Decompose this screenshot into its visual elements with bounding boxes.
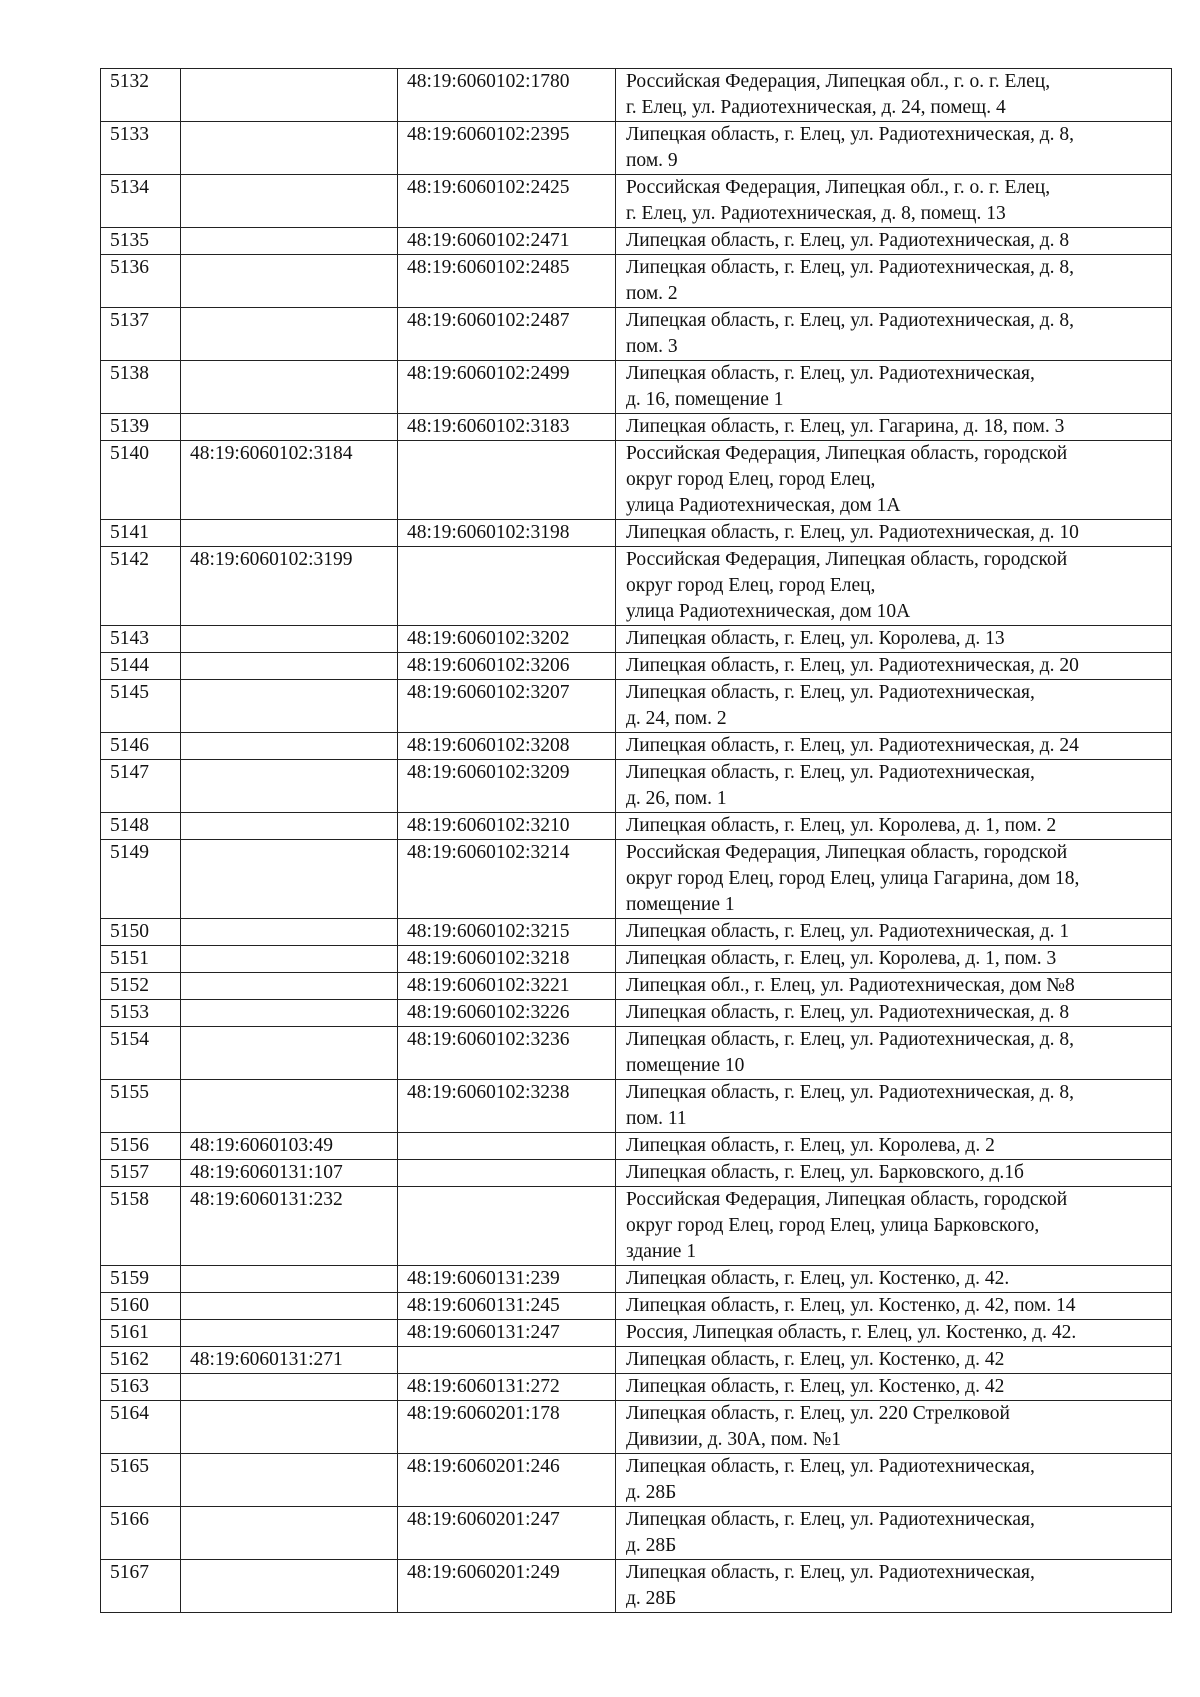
- building-cadastral-number-cell: 48:19:6060102:2487: [398, 308, 616, 361]
- building-cadastral-number-cell: 48:19:6060102:2425: [398, 175, 616, 228]
- address-cell: Липецкая область, г. Елец, ул. Костенко, д. 42, пом. 14: [616, 1293, 1172, 1320]
- row-number-cell: 5138: [101, 361, 181, 414]
- row-number-cell: 5165: [101, 1454, 181, 1507]
- building-cadastral-number-cell: 48:19:6060102:1780: [398, 69, 616, 122]
- building-cadastral-number-cell: 48:19:6060201:249: [398, 1560, 616, 1613]
- land-cadastral-number-cell: [181, 973, 398, 1000]
- table-row: [101, 1560, 1172, 1613]
- row-number-cell: 5148: [101, 813, 181, 840]
- row-number-cell: 5137: [101, 308, 181, 361]
- row-number-cell: 5133: [101, 122, 181, 175]
- row-number-cell: 5155: [101, 1080, 181, 1133]
- land-cadastral-number-cell: [181, 1507, 398, 1560]
- building-cadastral-number-cell: 48:19:6060102:3206: [398, 653, 616, 680]
- table-row: [101, 919, 1172, 946]
- row-number-cell: 5160: [101, 1293, 181, 1320]
- building-cadastral-number-cell: 48:19:6060102:3198: [398, 520, 616, 547]
- row-number-cell: 5149: [101, 840, 181, 919]
- row-number-cell: 5164: [101, 1401, 181, 1454]
- row-number-cell: 5146: [101, 733, 181, 760]
- land-cadastral-number-cell: [181, 122, 398, 175]
- address-cell: Липецкая область, г. Елец, ул. Королева, д. 1, пом. 2: [616, 813, 1172, 840]
- address-cell: Липецкая область, г. Елец, ул. Костенко, д. 42: [616, 1374, 1172, 1401]
- address-cell: Россия, Липецкая область, г. Елец, ул. Костенко, д. 42.: [616, 1320, 1172, 1347]
- row-number-cell: 5151: [101, 946, 181, 973]
- land-cadastral-number-cell: [181, 1000, 398, 1027]
- land-cadastral-number-cell: [181, 1320, 398, 1347]
- table-row: [101, 69, 1172, 122]
- address-cell: Липецкая область, г. Елец, ул. Радиотехническая, д. 8, пом. 2: [616, 255, 1172, 308]
- land-cadastral-number-cell: [181, 626, 398, 653]
- land-cadastral-number-cell: [181, 1293, 398, 1320]
- land-cadastral-number-cell: [181, 733, 398, 760]
- land-cadastral-number-cell: [181, 919, 398, 946]
- land-cadastral-number-cell: [181, 1401, 398, 1454]
- table-row: [101, 653, 1172, 680]
- row-number-cell: 5152: [101, 973, 181, 1000]
- building-cadastral-number-cell: 48:19:6060102:3207: [398, 680, 616, 733]
- row-number-cell: 5158: [101, 1187, 181, 1266]
- land-cadastral-number-cell: [181, 1266, 398, 1293]
- table-row: [101, 1133, 1172, 1160]
- table-row: [101, 680, 1172, 733]
- land-cadastral-number-cell: [181, 361, 398, 414]
- land-cadastral-number-cell: 48:19:6060102:3184: [181, 441, 398, 520]
- building-cadastral-number-cell: 48:19:6060102:3208: [398, 733, 616, 760]
- building-cadastral-number-cell: 48:19:6060131:247: [398, 1320, 616, 1347]
- land-cadastral-number-cell: [181, 840, 398, 919]
- table-row: [101, 760, 1172, 813]
- table-row: [101, 626, 1172, 653]
- building-cadastral-number-cell: 48:19:6060102:3209: [398, 760, 616, 813]
- land-cadastral-number-cell: [181, 414, 398, 441]
- building-cadastral-number-cell: 48:19:6060201:247: [398, 1507, 616, 1560]
- land-cadastral-number-cell: 48:19:6060103:49: [181, 1133, 398, 1160]
- building-cadastral-number-cell: 48:19:6060102:3183: [398, 414, 616, 441]
- land-cadastral-number-cell: [181, 175, 398, 228]
- building-cadastral-number-cell: 48:19:6060102:2499: [398, 361, 616, 414]
- address-cell: Липецкая область, г. Елец, ул. Костенко, д. 42.: [616, 1266, 1172, 1293]
- address-cell: Российская Федерация, Липецкая обл., г. о. г. Елец, г. Елец, ул. Радиотехническая, д. 8, помещ. 13: [616, 175, 1172, 228]
- land-cadastral-number-cell: 48:19:6060131:232: [181, 1187, 398, 1266]
- address-cell: Липецкая область, г. Елец, ул. Радиотехническая, д. 16, помещение 1: [616, 361, 1172, 414]
- row-number-cell: 5135: [101, 228, 181, 255]
- table-row: [101, 840, 1172, 919]
- table-row: [101, 547, 1172, 626]
- row-number-cell: 5150: [101, 919, 181, 946]
- land-cadastral-number-cell: 48:19:6060131:271: [181, 1347, 398, 1374]
- land-cadastral-number-cell: [181, 760, 398, 813]
- table-row: [101, 1507, 1172, 1560]
- building-cadastral-number-cell: [398, 1347, 616, 1374]
- address-cell: Липецкая область, г. Елец, ул. Радиотехническая, д. 20: [616, 653, 1172, 680]
- table-row: [101, 1187, 1172, 1266]
- building-cadastral-number-cell: 48:19:6060102:3214: [398, 840, 616, 919]
- building-cadastral-number-cell: [398, 1187, 616, 1266]
- row-number-cell: 5144: [101, 653, 181, 680]
- table-row: [101, 1293, 1172, 1320]
- building-cadastral-number-cell: [398, 547, 616, 626]
- address-cell: Российская Федерация, Липецкая область, городской округ город Елец, город Елец, улица Радиотехническая, дом 1А: [616, 441, 1172, 520]
- land-cadastral-number-cell: [181, 1560, 398, 1613]
- land-cadastral-number-cell: [181, 520, 398, 547]
- address-cell: Липецкая область, г. Елец, ул. Королева, д. 13: [616, 626, 1172, 653]
- row-number-cell: 5154: [101, 1027, 181, 1080]
- registry-table-body: [101, 69, 1172, 1613]
- land-cadastral-number-cell: [181, 1454, 398, 1507]
- table-row: [101, 228, 1172, 255]
- table-row: [101, 122, 1172, 175]
- table-row: [101, 946, 1172, 973]
- table-row: [101, 1266, 1172, 1293]
- address-cell: Липецкая область, г. Елец, ул. Королева, д. 2: [616, 1133, 1172, 1160]
- land-cadastral-number-cell: [181, 255, 398, 308]
- address-cell: Липецкая область, г. Елец, ул. Барковского, д.1б: [616, 1160, 1172, 1187]
- row-number-cell: 5142: [101, 547, 181, 626]
- address-cell: Липецкая область, г. Елец, ул. Королева, д. 1, пом. 3: [616, 946, 1172, 973]
- table-row: [101, 1374, 1172, 1401]
- table-row: [101, 1454, 1172, 1507]
- building-cadastral-number-cell: 48:19:6060102:3226: [398, 1000, 616, 1027]
- land-cadastral-number-cell: [181, 680, 398, 733]
- table-row: [101, 1401, 1172, 1454]
- building-cadastral-number-cell: 48:19:6060102:2471: [398, 228, 616, 255]
- address-cell: Липецкая область, г. Елец, ул. Радиотехническая, д. 8: [616, 1000, 1172, 1027]
- row-number-cell: 5139: [101, 414, 181, 441]
- row-number-cell: 5166: [101, 1507, 181, 1560]
- address-cell: Липецкая область, г. Елец, ул. Радиотехническая, д. 28Б: [616, 1454, 1172, 1507]
- building-cadastral-number-cell: 48:19:6060102:3221: [398, 973, 616, 1000]
- table-row: [101, 973, 1172, 1000]
- row-number-cell: 5167: [101, 1560, 181, 1613]
- land-cadastral-number-cell: [181, 946, 398, 973]
- building-cadastral-number-cell: [398, 441, 616, 520]
- building-cadastral-number-cell: 48:19:6060201:178: [398, 1401, 616, 1454]
- table-row: [101, 1347, 1172, 1374]
- building-cadastral-number-cell: [398, 1160, 616, 1187]
- table-row: [101, 255, 1172, 308]
- row-number-cell: 5161: [101, 1320, 181, 1347]
- row-number-cell: 5156: [101, 1133, 181, 1160]
- address-cell: Липецкая область, г. Елец, ул. Гагарина, д. 18, пом. 3: [616, 414, 1172, 441]
- land-cadastral-number-cell: [181, 228, 398, 255]
- row-number-cell: 5163: [101, 1374, 181, 1401]
- building-cadastral-number-cell: 48:19:6060131:245: [398, 1293, 616, 1320]
- row-number-cell: 5143: [101, 626, 181, 653]
- row-number-cell: 5140: [101, 441, 181, 520]
- land-cadastral-number-cell: 48:19:6060131:107: [181, 1160, 398, 1187]
- address-cell: Липецкая область, г. Елец, ул. 220 Стрелковой Дивизии, д. 30А, пом. №1: [616, 1401, 1172, 1454]
- table-row: [101, 361, 1172, 414]
- land-cadastral-number-cell: [181, 653, 398, 680]
- table-row: [101, 1000, 1172, 1027]
- table-row: [101, 1320, 1172, 1347]
- address-cell: Липецкая область, г. Елец, ул. Радиотехническая, д. 8, пом. 3: [616, 308, 1172, 361]
- table-row: [101, 414, 1172, 441]
- table-row: [101, 520, 1172, 547]
- address-cell: Липецкая область, г. Елец, ул. Костенко, д. 42: [616, 1347, 1172, 1374]
- land-cadastral-number-cell: 48:19:6060102:3199: [181, 547, 398, 626]
- table-row: [101, 733, 1172, 760]
- building-cadastral-number-cell: 48:19:6060102:3238: [398, 1080, 616, 1133]
- table-row: [101, 1160, 1172, 1187]
- row-number-cell: 5147: [101, 760, 181, 813]
- land-cadastral-number-cell: [181, 308, 398, 361]
- address-cell: Липецкая область, г. Елец, ул. Радиотехническая, д. 28Б: [616, 1507, 1172, 1560]
- registry-table: [100, 68, 1172, 1613]
- table-row: [101, 813, 1172, 840]
- row-number-cell: 5153: [101, 1000, 181, 1027]
- building-cadastral-number-cell: 48:19:6060102:2485: [398, 255, 616, 308]
- building-cadastral-number-cell: 48:19:6060102:3236: [398, 1027, 616, 1080]
- row-number-cell: 5162: [101, 1347, 181, 1374]
- land-cadastral-number-cell: [181, 1080, 398, 1133]
- row-number-cell: 5159: [101, 1266, 181, 1293]
- address-cell: Липецкая область, г. Елец, ул. Радиотехническая, д. 10: [616, 520, 1172, 547]
- address-cell: Липецкая обл., г. Елец, ул. Радиотехническая, дом №8: [616, 973, 1172, 1000]
- table-row: [101, 1080, 1172, 1133]
- address-cell: Липецкая область, г. Елец, ул. Радиотехническая, д. 8: [616, 228, 1172, 255]
- address-cell: Липецкая область, г. Елец, ул. Радиотехническая, д. 24: [616, 733, 1172, 760]
- land-cadastral-number-cell: [181, 1027, 398, 1080]
- building-cadastral-number-cell: 48:19:6060102:3215: [398, 919, 616, 946]
- table-row: [101, 441, 1172, 520]
- building-cadastral-number-cell: 48:19:6060102:3210: [398, 813, 616, 840]
- table-row: [101, 1027, 1172, 1080]
- address-cell: Липецкая область, г. Елец, ул. Радиотехническая, д. 8, пом. 9: [616, 122, 1172, 175]
- address-cell: Липецкая область, г. Елец, ул. Радиотехническая, д. 28Б: [616, 1560, 1172, 1613]
- land-cadastral-number-cell: [181, 813, 398, 840]
- row-number-cell: 5157: [101, 1160, 181, 1187]
- address-cell: Липецкая область, г. Елец, ул. Радиотехническая, д. 24, пом. 2: [616, 680, 1172, 733]
- address-cell: Липецкая область, г. Елец, ул. Радиотехническая, д. 8, помещение 10: [616, 1027, 1172, 1080]
- building-cadastral-number-cell: 48:19:6060102:3218: [398, 946, 616, 973]
- row-number-cell: 5141: [101, 520, 181, 547]
- row-number-cell: 5145: [101, 680, 181, 733]
- address-cell: Липецкая область, г. Елец, ул. Радиотехническая, д. 1: [616, 919, 1172, 946]
- land-cadastral-number-cell: [181, 69, 398, 122]
- row-number-cell: 5134: [101, 175, 181, 228]
- address-cell: Липецкая область, г. Елец, ул. Радиотехническая, д. 26, пом. 1: [616, 760, 1172, 813]
- land-cadastral-number-cell: [181, 1374, 398, 1401]
- building-cadastral-number-cell: 48:19:6060201:246: [398, 1454, 616, 1507]
- building-cadastral-number-cell: 48:19:6060102:2395: [398, 122, 616, 175]
- address-cell: Российская Федерация, Липецкая область, городской округ город Елец, город Елец, улица Радиотехническая, дом 10А: [616, 547, 1172, 626]
- address-cell: Российская Федерация, Липецкая область, городской округ город Елец, город Елец, улица Гагарина, дом 18, помещение 1: [616, 840, 1172, 919]
- address-cell: Липецкая область, г. Елец, ул. Радиотехническая, д. 8, пом. 11: [616, 1080, 1172, 1133]
- building-cadastral-number-cell: [398, 1133, 616, 1160]
- building-cadastral-number-cell: 48:19:6060102:3202: [398, 626, 616, 653]
- address-cell: Российская Федерация, Липецкая область, городской округ город Елец, город Елец, улица Барковского, здание 1: [616, 1187, 1172, 1266]
- row-number-cell: 5136: [101, 255, 181, 308]
- table-row: [101, 175, 1172, 228]
- building-cadastral-number-cell: 48:19:6060131:272: [398, 1374, 616, 1401]
- building-cadastral-number-cell: 48:19:6060131:239: [398, 1266, 616, 1293]
- address-cell: Российская Федерация, Липецкая обл., г. о. г. Елец, г. Елец, ул. Радиотехническая, д. 24, помещ. 4: [616, 69, 1172, 122]
- table-row: [101, 308, 1172, 361]
- row-number-cell: 5132: [101, 69, 181, 122]
